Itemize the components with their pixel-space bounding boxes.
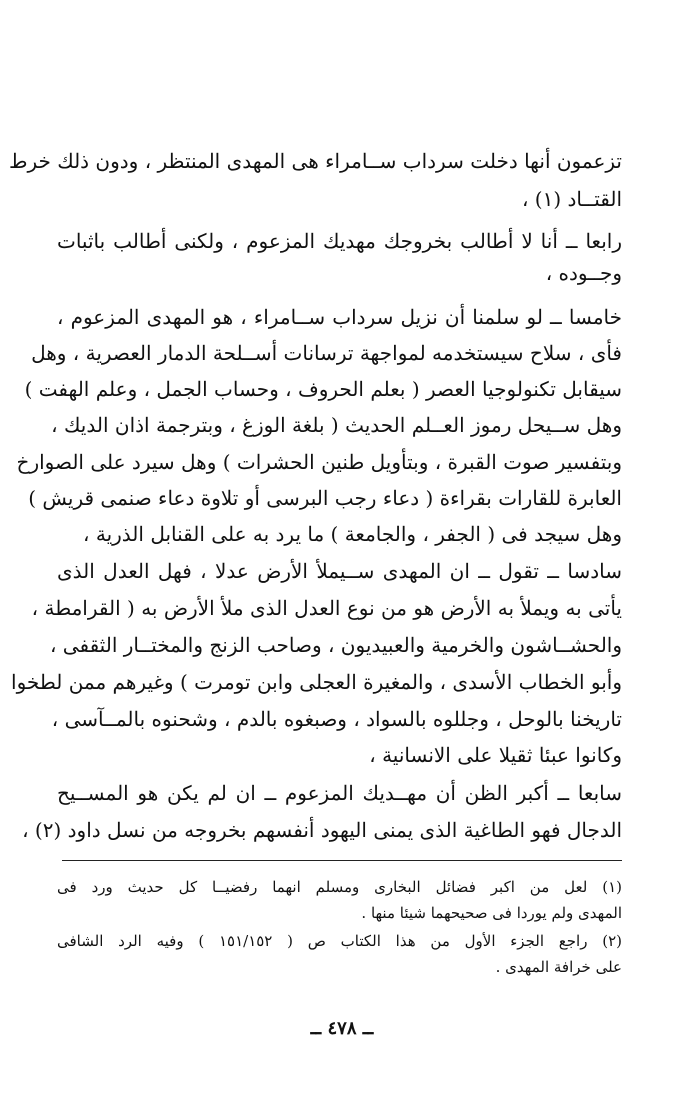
footnote-line: على خرافة المهدى . [495, 958, 622, 976]
body-line: رابعا ــ أنا لا أطالب بخروجك مهديك المزعوم ، ولكنى أطالب باثبات [57, 229, 622, 253]
body-line: فأى ، سلاح سيستخدمه لمواجهة ترسانات أســلحة الدمار العصرية ، وهل [31, 341, 622, 365]
footnote-line: (١) لعل من اكبر فضائل البخارى ومسلم انهما رفضيــا كل حديث ورد فى [57, 878, 622, 896]
body-line: تزعمون أنها دخلت سرداب ســامراء هى المهدى المنتظر ، ودون ذلك خرط [8, 149, 622, 173]
body-line: سابعا ــ أكبر الظن أن مهــديك المزعوم ــ ان لم يكن هو المســيح [57, 781, 622, 805]
footnote-line: المهدى ولم يوردا فى صحيحهما شيئا منها . [361, 904, 622, 922]
body-line: خامسا ــ لو سلمنا أن نزيل سرداب ســامراء ، هو المهدى المزعوم ، [57, 305, 622, 329]
body-line: تاريخنا بالوحل ، وجللوه بالسواد ، وصبغوه بالدم ، وشحنوه بالمــآسى ، [51, 707, 622, 731]
body-line: وهل ســيحل رموز العــلم الحديث ( بلغة الوزغ ، وبترجمة اذان الديك ، [51, 413, 622, 437]
body-line: وهل سيجد فى ( الجفر ، والجامعة ) ما يرد به على القنابل الذرية ، [83, 522, 622, 546]
body-line: القتــاد (١) ، [521, 187, 622, 211]
body-line: والحشــاشون والخرمية والعبيديون ، وصاحب الزنج والمختــار الثقفى ، [49, 633, 622, 657]
body-line: سيقابل تكنولوجيا العصر ( بعلم الحروف ، وحساب الجمل ، وعلم الهفت ) [24, 377, 622, 401]
footnote-divider [62, 860, 622, 861]
body-line: وبتفسير صوت القبرة ، وبتأويل طنين الحشرات ) وهل سيرد على الصوارخ [16, 450, 622, 474]
body-line: يأتى به ويملأ به الأرض هو من نوع العدل الذى ملأ الأرض به ( القرامطة ، [31, 596, 622, 620]
body-line: وكانوا عبئا ثقيلا على الانسانية ، [369, 743, 622, 767]
page-number: ــ ٤٧٨ ــ [310, 1018, 374, 1039]
body-line: وأبو الخطاب الأسدى ، والمغيرة العجلى وابن تومرت ) وغيرهم ممن لطخوا [11, 670, 622, 694]
body-line: العابرة للقارات بقراءة ( دعاء رجب البرسى أو تلاوة دعاء صنمى قريش ) [28, 486, 622, 510]
body-line: الدجال فهو الطاغية الذى يمنى اليهود أنفسهم بخروجه من نسل داود (٢) ، [22, 818, 622, 842]
body-line: سادسا ــ تقول ــ ان المهدى ســيملأ الأرض عدلا ، فهل العدل الذى [57, 559, 622, 583]
body-line: وجــوده ، [545, 261, 622, 285]
footnote-line: (٢) راجع الجزء الأول من هذا الكتاب ص ( ١٥١/١٥٢ ) وفيه الرد الشافى [57, 932, 622, 950]
